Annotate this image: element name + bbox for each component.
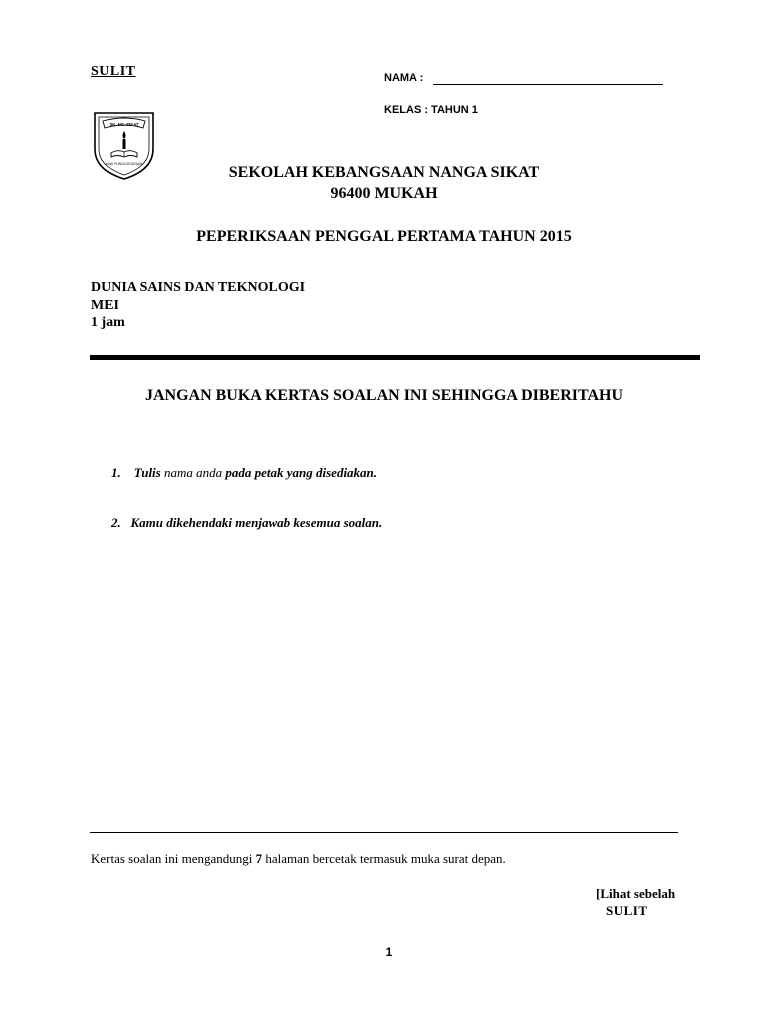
see-next-page-note: [Lihat sebelah (596, 886, 676, 901)
crest-motto: ILMU PUNCA KEJAYAAN (105, 162, 143, 166)
school-name: SEKOLAH KEBANGSAAN NANGA SIKAT (228, 164, 540, 181)
instruction-item-1 (111, 465, 377, 481)
warning-heading: JANGAN BUKA KERTAS SOALAN INI SEHINGGA DIBERITAHU (144, 387, 624, 404)
page-number: 1 (385, 945, 393, 959)
school-address: 96400 MUKAH (330, 185, 438, 202)
instruction-text: Kamu dikehendaki menjawab kesemua soalan. (130, 515, 383, 530)
name-label: NAMA : (384, 72, 424, 84)
name-input-line[interactable] (433, 84, 663, 85)
page-count-suffix: halaman bercetak termasuk muka surat depan. (262, 851, 506, 866)
classification-label-bottom: SULIT (606, 903, 648, 918)
instruction-text-normal: nama anda (160, 465, 226, 480)
instruction-text-bold: pada petak yang disediakan. (225, 465, 378, 480)
thin-divider (90, 832, 678, 833)
crest-banner-text: SK. NG. SIKAT (109, 122, 139, 127)
exam-month: MEI (91, 298, 119, 313)
instruction-text-bold: Tulis (133, 465, 161, 480)
exam-title: PEPERIKSAAN PENGGAL PERTAMA TAHUN 2015 (196, 228, 572, 245)
instruction-number: 2. (111, 515, 121, 530)
page-count-prefix: Kertas soalan ini mengandungi (91, 851, 256, 866)
page-count-number: 7 (255, 851, 263, 866)
class-label: KELAS : TAHUN 1 (384, 104, 478, 116)
classification-label-top: SULIT (91, 64, 136, 79)
instruction-number: 1. (111, 465, 121, 480)
instruction-item-2 (111, 515, 382, 531)
page-count-note (91, 851, 506, 867)
subject-name: DUNIA SAINS DAN TEKNOLOGI (91, 280, 306, 295)
thick-divider (90, 355, 700, 360)
exam-duration: 1 jam (91, 315, 125, 330)
